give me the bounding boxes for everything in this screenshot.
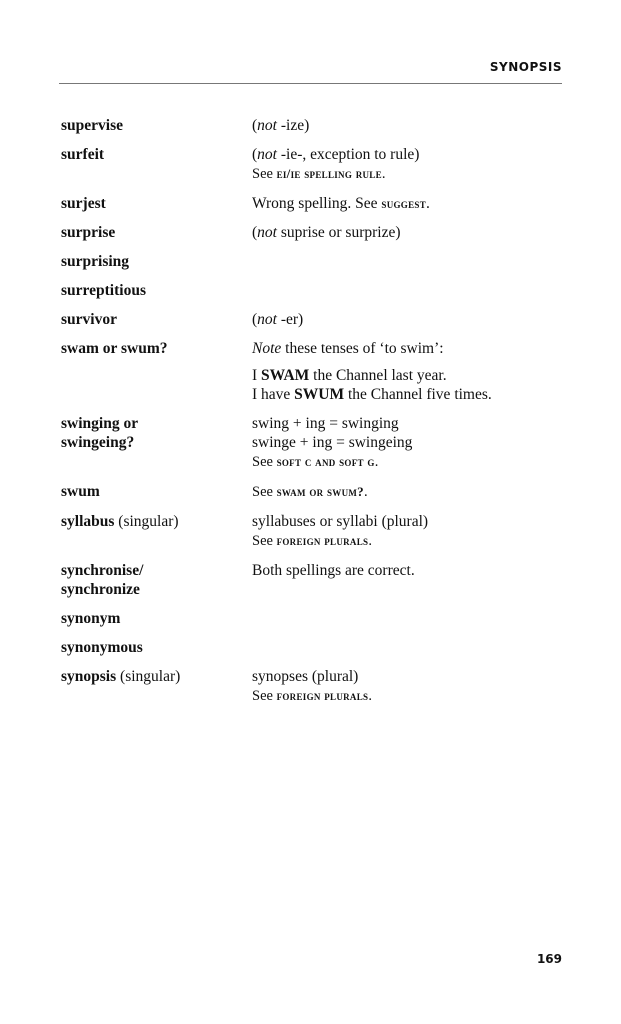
note-italic: not xyxy=(257,117,277,134)
headword: synonymous xyxy=(61,639,143,656)
cross-reference: suggest xyxy=(381,196,427,211)
see-suffix: . xyxy=(368,688,372,704)
headword: survivor xyxy=(61,311,117,328)
note-text: -er) xyxy=(276,311,304,328)
entry-survivor xyxy=(61,310,561,329)
entry-surreptitious xyxy=(61,281,561,300)
entry-surprising xyxy=(61,252,561,271)
see-prefix: See xyxy=(252,533,277,549)
cross-reference: ei/ie spelling rule xyxy=(276,166,382,181)
see-suffix: . xyxy=(363,484,368,500)
entry-swam-or-swum xyxy=(61,339,561,404)
headword: syllabus xyxy=(61,513,115,530)
example-line xyxy=(252,385,561,404)
headword: surprising xyxy=(61,253,130,270)
headword: surjest xyxy=(61,195,106,212)
definition xyxy=(252,194,561,213)
cross-reference: foreign plurals xyxy=(276,688,369,703)
see-prefix: See xyxy=(252,484,277,500)
headword: swum xyxy=(61,483,100,500)
headword: swam or swum? xyxy=(61,340,168,357)
entry-synonym xyxy=(61,609,561,628)
definition xyxy=(252,667,561,706)
headword: synonym xyxy=(61,610,121,627)
headword: surreptitious xyxy=(61,282,146,299)
qualifier: (singular) xyxy=(114,513,179,530)
cross-reference: soft c and soft g xyxy=(276,454,375,469)
header-rule xyxy=(59,83,562,84)
note-text: suprise or surprize) xyxy=(276,224,401,241)
definition xyxy=(252,414,561,472)
headword: synchronise/ xyxy=(61,562,144,579)
definition: (not -ie-, exception to rule) See ei/ie spelling rule. xyxy=(252,146,420,182)
entry-synonymous xyxy=(61,638,561,657)
headword: swinging or xyxy=(61,415,139,432)
note-italic: not xyxy=(257,224,277,241)
note-italic: not xyxy=(257,146,277,163)
definition-text: Both spellings are correct. xyxy=(252,562,415,579)
formula-line: swinge + ing = swingeing xyxy=(252,434,413,451)
example-line xyxy=(252,366,561,385)
example-text: the Channel five times. xyxy=(344,386,492,403)
headword: synopsis xyxy=(61,668,117,685)
see-prefix: See xyxy=(252,454,277,470)
definition xyxy=(252,482,561,502)
definition xyxy=(252,561,561,599)
definition xyxy=(252,512,561,551)
headword: synchronize xyxy=(61,581,140,598)
entry-synchronise xyxy=(61,561,561,599)
entry-supervise xyxy=(61,116,561,135)
headword: swingeing? xyxy=(61,434,135,451)
running-head: SYNOPSIS xyxy=(489,60,562,74)
entry-swum xyxy=(61,482,561,502)
entry-synopsis xyxy=(61,667,561,706)
see-prefix: See xyxy=(252,166,277,182)
headword: supervise xyxy=(61,117,123,134)
definition: (not -ize) xyxy=(252,117,310,134)
note-text: -ie-, exception to rule) xyxy=(276,146,420,163)
entry-surjest xyxy=(61,194,561,213)
see-suffix: . xyxy=(374,454,379,470)
dictionary-entries xyxy=(61,116,561,716)
definition-text: Wrong spelling. See xyxy=(252,195,382,212)
qualifier: (singular) xyxy=(116,668,181,685)
example-emphasis: SWAM xyxy=(261,367,310,384)
definition-text: synopses (plural) xyxy=(252,668,359,685)
cross-reference: swam or swum? xyxy=(276,484,364,499)
definition: (not suprise or surprize) xyxy=(252,224,401,241)
note-text: these tenses of ‘to swim’: xyxy=(281,340,444,357)
entry-surfeit xyxy=(61,145,561,184)
entry-swinging xyxy=(61,414,561,472)
example-emphasis: SWUM xyxy=(294,386,345,403)
see-prefix: See xyxy=(252,688,277,704)
formula-line: swing + ing = swinging xyxy=(252,415,399,432)
entry-surprise xyxy=(61,223,561,242)
note-italic: Note xyxy=(252,340,282,357)
definition xyxy=(252,339,561,404)
example-text: the Channel last year. xyxy=(309,367,447,384)
cross-reference: foreign plurals xyxy=(276,533,369,548)
note-italic: not xyxy=(257,311,277,328)
headword: surfeit xyxy=(61,146,105,163)
headword: surprise xyxy=(61,224,116,241)
see-suffix: . xyxy=(426,195,430,212)
example-text: I xyxy=(252,367,262,384)
page-number: 169 xyxy=(536,952,562,966)
see-suffix: . xyxy=(368,533,372,549)
see-suffix: . xyxy=(381,166,386,182)
definition: (not -er) xyxy=(252,311,304,328)
example-text: I have xyxy=(252,386,295,403)
definition-text: syllabuses or syllabi (plural) xyxy=(252,513,429,530)
entry-syllabus xyxy=(61,512,561,551)
note-text: -ize) xyxy=(276,117,310,134)
